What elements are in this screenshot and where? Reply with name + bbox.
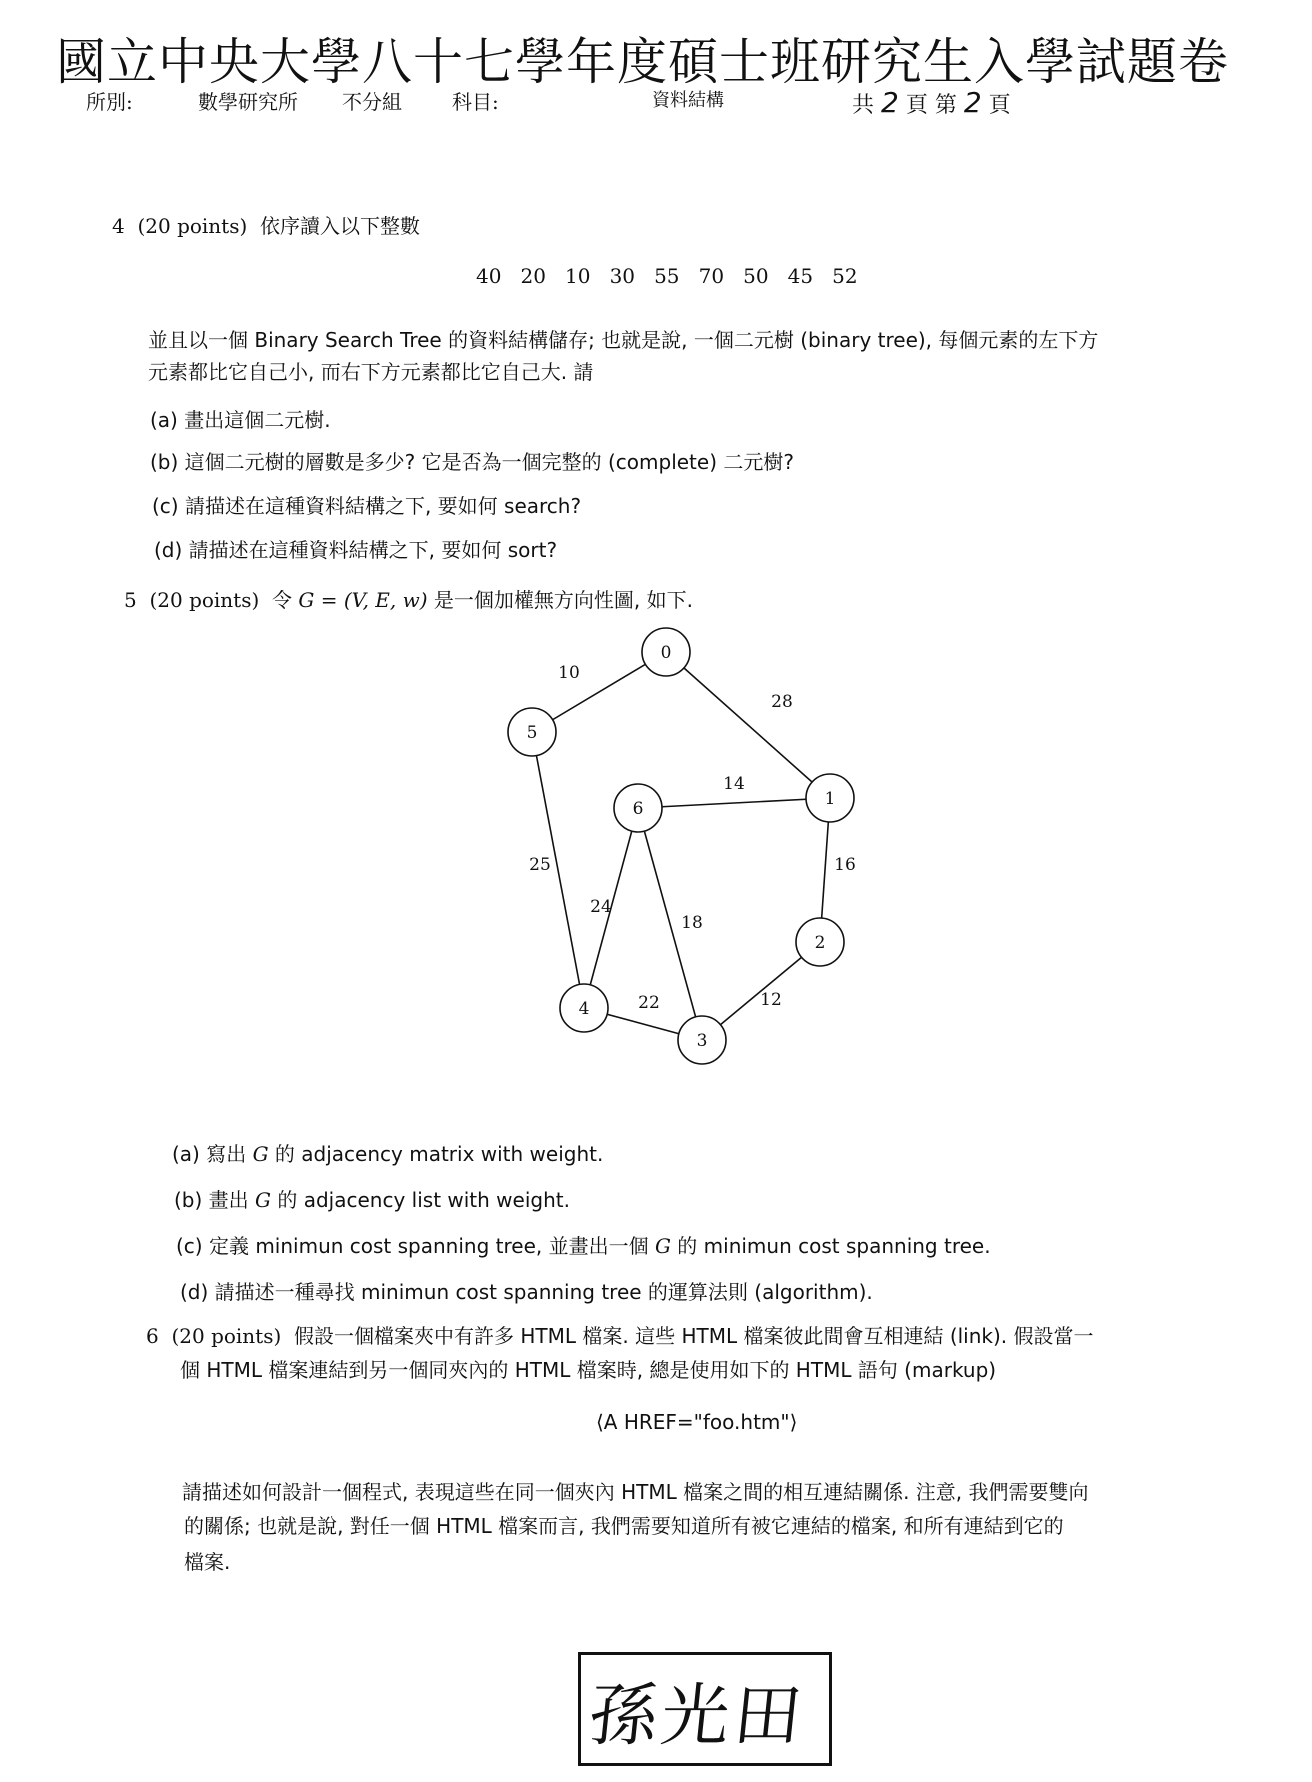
- q5-a-pre: (a) 寫出: [172, 1142, 247, 1166]
- q4-item-d: (d) 請描述在這種資料結構之下, 要如何 sort?: [154, 538, 558, 562]
- q5-a-symbol: G: [252, 1142, 269, 1166]
- graph-edge-weight-1-2: 16: [834, 855, 856, 875]
- signature-stamp: 孫光田: [585, 1677, 810, 1756]
- q6-paragraph-line1: 請描述如何設計一個程式, 表現這些在同一個夾內 HTML 檔案之間的相互連結關係. 注意, 我們需要雙向: [182, 1480, 1089, 1504]
- q6-paragraph-line3: 檔案.: [184, 1550, 231, 1574]
- graph-edge-weight-6-3: 18: [681, 913, 703, 933]
- graph-node-label-3: 3: [696, 1031, 708, 1051]
- group-value: 不分組: [342, 90, 402, 114]
- q4-numbers: 40 20 10 30 55 70 50 45 52: [476, 264, 858, 288]
- pages-prefix: 共: [852, 93, 875, 118]
- pages-mid: 頁 第: [905, 93, 957, 118]
- graph-edge-weight-4-3: 22: [638, 993, 660, 1013]
- q4-heading: [112, 210, 420, 239]
- subject-value: 資料結構: [652, 90, 724, 111]
- graph-edge-weight-5-4: 25: [529, 855, 551, 875]
- graph-node-label-2: 2: [814, 933, 826, 953]
- q5-item-c: [176, 1230, 991, 1259]
- q5-heading: [124, 584, 693, 613]
- q5-item-a: [172, 1138, 603, 1167]
- graph-edge-weight-0-5: 10: [558, 663, 580, 683]
- q5-number: 5: [124, 588, 137, 612]
- q5-points: (20 points): [149, 588, 260, 612]
- graph-node-label-5: 5: [526, 723, 538, 743]
- subject-label: 科目:: [452, 90, 499, 114]
- q5-b-symbol: G: [255, 1188, 272, 1212]
- graph-edge-weight-6-4: 24: [590, 897, 612, 917]
- dept-label: 所別:: [86, 90, 133, 114]
- q6-markup: ⟨A HREF="foo.htm"⟩: [596, 1410, 798, 1434]
- graph-nodes: [508, 628, 854, 1064]
- pages-current: 2: [963, 86, 982, 119]
- q6-heading: [146, 1320, 1094, 1349]
- graph-node-label-4: 4: [578, 999, 590, 1019]
- exam-title: 國立中央大學八十七學年度碩士班研究生入學試題卷: [56, 33, 1229, 91]
- q5-b-pre: (b) 畫出: [174, 1188, 249, 1212]
- pages-suffix: 頁: [988, 93, 1011, 118]
- q6-number: 6: [146, 1324, 159, 1348]
- q4-item-b: (b) 這個二元樹的層數是多少? 它是否為一個完整的 (complete) 二元樹?: [150, 450, 794, 474]
- page-indicator: [852, 86, 1011, 119]
- q4-paragraph-line2: 元素都比它自己小, 而右下方元素都比它自己大. 請: [148, 360, 594, 384]
- q5-c-symbol: G: [654, 1234, 671, 1258]
- weighted-graph: [480, 620, 880, 1090]
- q4-paragraph-line1: 並且以一個 Binary Search Tree 的資料結構儲存; 也就是說, 一個二元樹 (binary tree), 每個元素的左下方: [148, 328, 1099, 352]
- q5-prompt-math: G = (V, E, w): [298, 588, 428, 612]
- graph-edge-weight-2-3: 12: [760, 990, 782, 1010]
- graph-edge-weight-0-1: 28: [771, 692, 793, 712]
- q5-item-b: [174, 1184, 570, 1213]
- q5-c-post: 的 minimun cost spanning tree.: [677, 1234, 991, 1258]
- q4-item-a: (a) 畫出這個二元樹.: [150, 408, 331, 432]
- q5-prompt-pre: 令: [272, 588, 293, 612]
- graph-node-label-0: 0: [660, 643, 672, 663]
- q5-a-post: 的 adjacency matrix with weight.: [274, 1142, 604, 1166]
- q6-paragraph-line2: 的關係; 也就是說, 對任一個 HTML 檔案而言, 我們需要知道所有被它連結的檔案, 和所有連結到它的: [184, 1514, 1064, 1538]
- q4-prompt: 依序讀入以下整數: [260, 214, 421, 238]
- dept-value: 數學研究所: [198, 90, 298, 114]
- graph-edge-6-1: [638, 798, 830, 808]
- q6-line1: 假設一個檔案夾中有許多 HTML 檔案. 這些 HTML 檔案彼此間會互相連結 (link). 假設當一: [294, 1324, 1094, 1348]
- graph-node-label-6: 6: [632, 799, 644, 819]
- q6-line2: 個 HTML 檔案連結到另一個同夾內的 HTML 檔案時, 總是使用如下的 HTML 語句 (markup): [180, 1358, 997, 1382]
- graph-edge-weight-6-1: 14: [723, 774, 745, 794]
- q5-prompt-post: 是一個加權無方向性圖, 如下.: [433, 588, 693, 612]
- q5-item-d: (d) 請描述一種尋找 minimun cost spanning tree 的運算法則 (algorithm).: [180, 1280, 873, 1304]
- q4-points: (20 points): [137, 214, 248, 238]
- graph-edge-0-1: [666, 652, 830, 798]
- q5-c-pre: (c) 定義 minimun cost spanning tree, 並畫出一個: [176, 1234, 649, 1258]
- q6-points: (20 points): [171, 1324, 282, 1348]
- q4-number: 4: [112, 214, 125, 238]
- graph-node-label-1: 1: [824, 789, 836, 809]
- pages-total: 2: [881, 86, 899, 119]
- q5-b-post: 的 adjacency list with weight.: [277, 1188, 570, 1212]
- q4-item-c: (c) 請描述在這種資料結構之下, 要如何 search?: [152, 494, 582, 518]
